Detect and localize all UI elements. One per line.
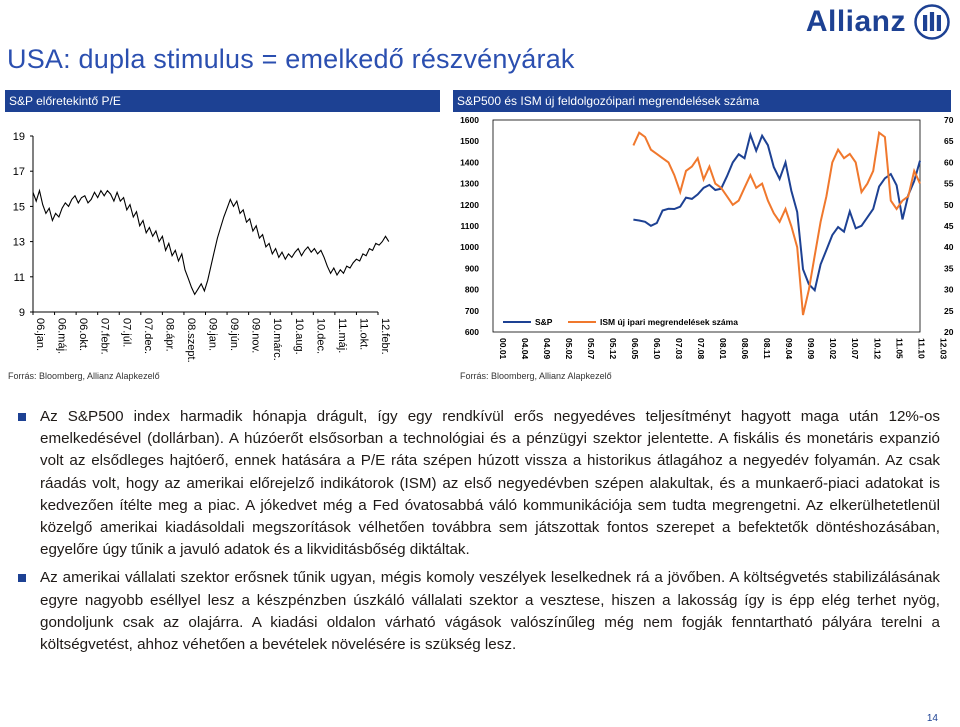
x-tick-label: 08.06 (740, 338, 751, 360)
x-tick-label: 06.jan. (34, 318, 46, 352)
y-right-tick-label: 55 (944, 178, 954, 189)
left-chart-source: Forrás: Bloomberg, Allianz Alapkezelő (8, 371, 160, 381)
x-tick-label: 10.dec. (314, 318, 327, 355)
allianz-logo (806, 4, 950, 40)
x-tick-label: 09.jan. (206, 318, 219, 352)
x-tick-label: 05.02 (564, 338, 575, 360)
y-right-tick-label: 65 (944, 136, 954, 147)
x-tick-label: 05.07 (586, 338, 597, 360)
x-tick-label: 11.10 (916, 338, 927, 359)
y-right-tick-label: 30 (944, 284, 954, 295)
x-tick-label: 09.jún. (228, 318, 241, 352)
bullet-text-1: Az S&P500 index harmadik hónapja drágult, így egy rendkívül erős negyedéves teljesítményt hagyott maga után 12%-os emelkedésével (dollárban). A húzóerőt elsősorban a technológiai és a pénzügyi szektor jelentette. A fiskális és monetáris expanzió volt az elsődleges hajtóerő, ennek hatására a P/E ráta szépen húzott vissza a historikus átlagához a negyedév folyamán. Az csak ráadás volt, hogy az amerikai előrejelző indikátorok (ISM) az első negyedévben szépen alakultak, és a munkaerő-piaci adatokat is kedvezően ítélte meg a piac. A jókedvet még a Fed óvatosabbá váló kommunikációja sem tudta megrengetni. Az elkerülhetetlenül közelgő amerikai kiadásoldali megszorítások vélhetően továbbra sem játszottak fontos szerepet a befektetők döntéshozásában, egyelőre úgy tűnik a javuló adatok és a likviditásbőség diktáltak. (40, 408, 940, 559)
y-left-tick-label: 1400 (460, 157, 479, 168)
allianz-eagle-icon (914, 4, 950, 40)
y-tick-label: 13 (12, 236, 25, 249)
x-tick-label: 06.okt. (77, 318, 90, 352)
y-tick-label: 17 (12, 166, 25, 179)
pe-chart (0, 112, 440, 372)
x-tick-label: 09.04 (784, 338, 795, 360)
x-tick-label: 07.júl. (120, 318, 133, 348)
sp500-ism-chart (450, 108, 958, 372)
y-right-tick-label: 60 (944, 157, 954, 168)
legend-sp500-label: S&P (535, 317, 553, 327)
x-tick-label: 10.márc. (271, 318, 284, 361)
page-title: USA: dupla stimulus = emelkedő részvényárak (7, 44, 575, 74)
right-chart-source: Forrás: Bloomberg, Allianz Alapkezelő (460, 371, 612, 381)
right-chart-header: S&P500 és ISM új feldolgozóipari megrendelések száma (453, 90, 951, 112)
x-tick-label: 06.máj. (55, 318, 68, 355)
y-tick-label: 19 (12, 131, 25, 143)
y-right-tick-label: 25 (944, 305, 954, 316)
x-tick-label: 04.09 (542, 338, 553, 360)
x-tick-label: 08.szept. (184, 318, 197, 363)
y-left-tick-label: 1600 (460, 115, 479, 125)
x-tick-label: 11.máj. (335, 318, 348, 354)
page-number: 14 (926, 713, 938, 724)
x-tick-label: 10.07 (850, 338, 861, 360)
logo-wordmark: Allianz (805, 5, 906, 38)
y-left-tick-label: 700 (464, 305, 479, 316)
x-tick-label: 06.10 (652, 338, 663, 360)
y-left-tick-label: 1300 (460, 178, 479, 189)
y-left-tick-label: 800 (464, 284, 479, 295)
bullet-square-icon (18, 413, 26, 421)
y-right-tick-label: 20 (944, 327, 954, 337)
y-left-tick-label: 1000 (460, 242, 479, 253)
y-left-tick-label: 1100 (460, 221, 479, 231)
bullet-paragraph-2 (18, 567, 940, 656)
legend-ism-label: ISM új ipari megrendelések száma (600, 317, 738, 327)
x-tick-label: 10.aug. (292, 318, 305, 355)
x-tick-label: 00.01 (498, 338, 508, 360)
x-tick-label: 04.04 (520, 338, 531, 360)
y-tick-label: 15 (12, 201, 25, 214)
y-right-tick-label: 50 (944, 199, 954, 210)
x-tick-label: 12.03 (938, 338, 949, 360)
y-tick-label: 9 (18, 307, 25, 319)
y-left-tick-label: 600 (464, 327, 479, 337)
x-tick-label: 10.12 (872, 338, 883, 360)
body-text (18, 406, 940, 658)
x-tick-label: 05.12 (608, 338, 619, 360)
x-tick-label: 09.09 (806, 338, 817, 360)
x-tick-label: 08.ápr. (163, 318, 176, 352)
x-tick-label: 11.okt. (357, 318, 370, 351)
x-tick-label: 07.febr. (98, 318, 111, 355)
x-tick-label: 08.11 (762, 338, 773, 359)
y-right-tick-label: 35 (944, 263, 954, 274)
x-tick-label: 09.nov. (249, 318, 262, 354)
y-left-tick-label: 1200 (460, 199, 479, 210)
ism-series-line (633, 133, 920, 315)
x-tick-label: 10.02 (828, 338, 839, 360)
y-right-tick-label: 70 (944, 115, 954, 125)
bullet-text-2: Az amerikai vállalati szektor erősnek tűnik ugyan, mégis komoly veszélyek leselkednek rá a jövőben. A költségvetés stabilizálásának egyre nagyobb eséllyel lesz a készpénzben úszkáló vállalati szektor a vesztese, hiszen a lakosság így is épp elég terhet nyög, gondoljunk csak az olajárra. A kiadási oldalon várható vágások valószínűleg még nem fogják fenntartható pályára terelni a költségvetést, ahhoz véhetően a bevételek növelésére is szükség lesz. (40, 569, 940, 654)
x-tick-label: 07.03 (674, 338, 685, 360)
x-tick-label: 08.01 (718, 338, 729, 360)
bullet-paragraph-1 (18, 406, 940, 561)
y-right-tick-label: 40 (944, 242, 954, 253)
y-right-tick-label: 45 (944, 221, 954, 231)
sp500-series-line (633, 135, 920, 290)
x-tick-label: 07.08 (696, 338, 707, 360)
pe-series-line (33, 191, 389, 295)
x-tick-label: 11.05 (894, 338, 905, 359)
x-tick-label: 06.05 (630, 338, 641, 360)
x-tick-label: 07.dec. (141, 318, 154, 355)
bullet-square-icon (18, 574, 26, 582)
y-left-tick-label: 900 (464, 263, 479, 274)
left-chart-header: S&P előretekintő P/E (5, 90, 440, 112)
y-left-tick-label: 1500 (460, 136, 479, 147)
x-tick-label: 12.febr. (379, 318, 391, 355)
y-tick-label: 11 (13, 271, 25, 284)
